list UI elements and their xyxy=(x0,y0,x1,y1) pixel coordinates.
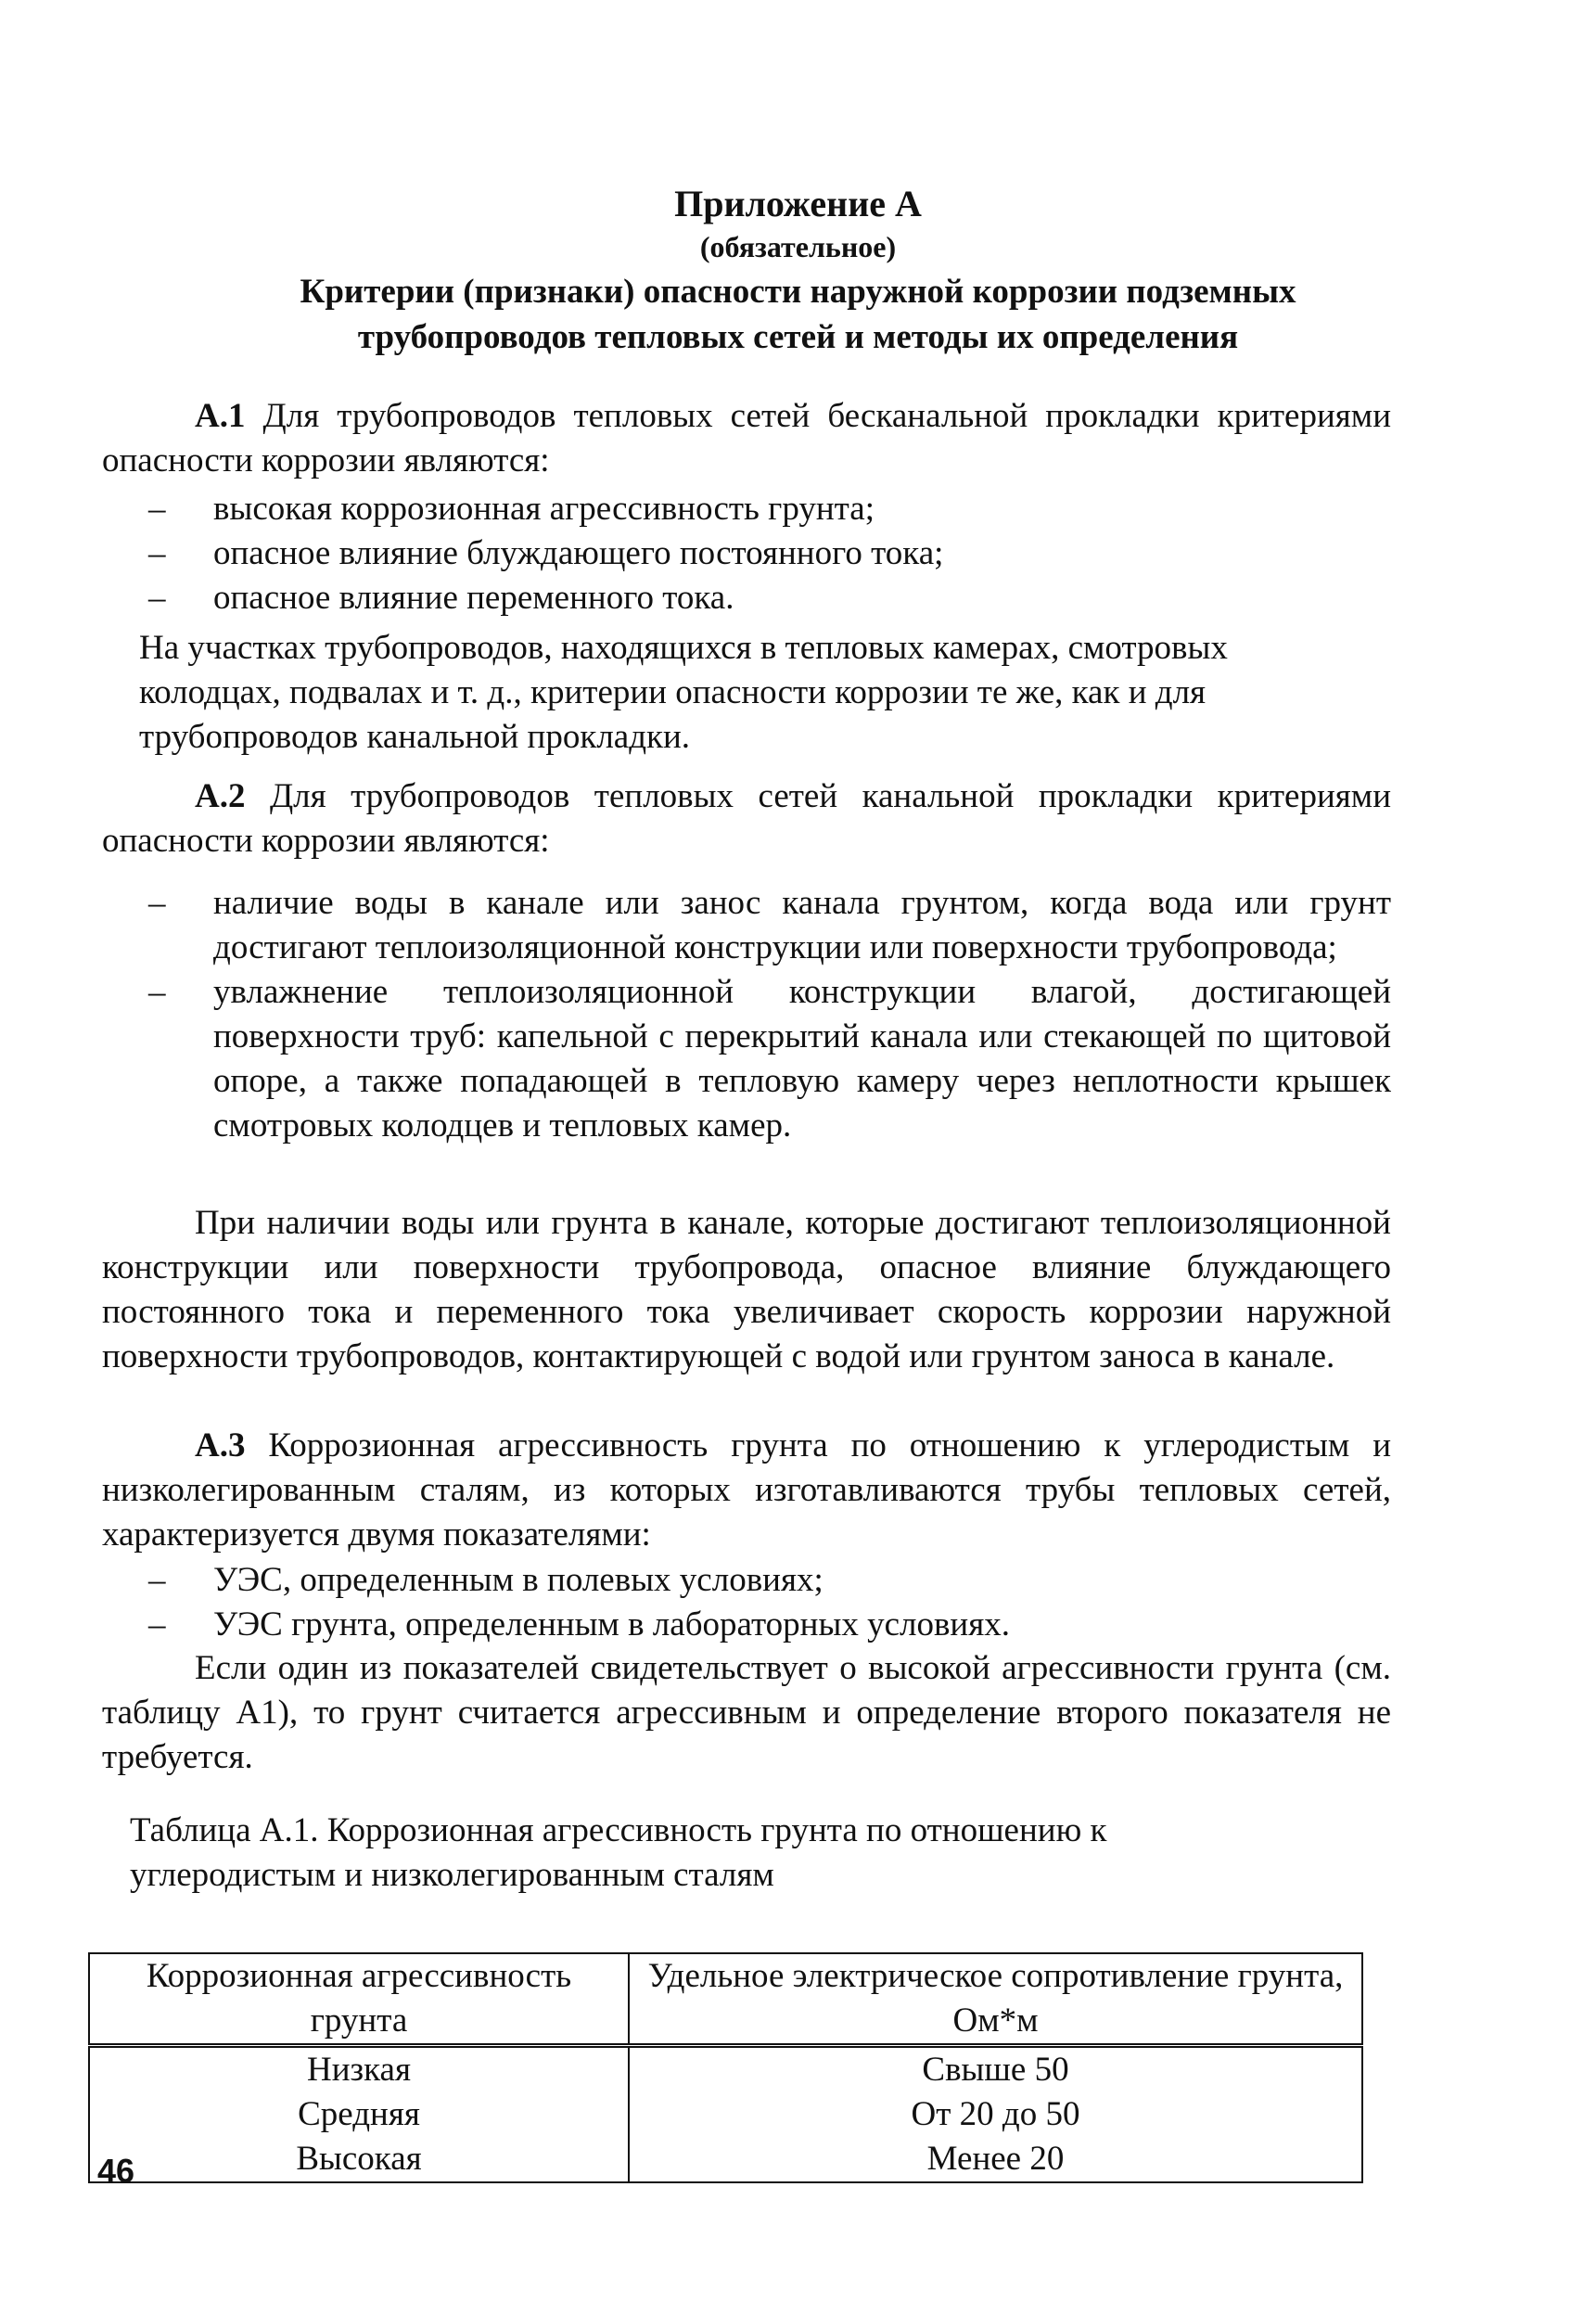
section-a1-intro-text: Для трубопроводов тепловых сетей бесканальной прокладки критериями опасности коррозии являются: xyxy=(102,397,1391,480)
section-a3-bullets xyxy=(148,1558,1391,1647)
list-item xyxy=(148,576,1391,620)
table-row xyxy=(89,2046,1362,2183)
appendix-title: Приложение А xyxy=(674,183,922,224)
cell-value: От 20 до 50 xyxy=(911,2095,1080,2133)
table-header-row xyxy=(89,1953,1362,2046)
list-item-text: УЭС грунта, определенным в лабораторных условиях. xyxy=(213,1605,1011,1643)
list-item xyxy=(148,1558,1391,1603)
dash-marker: – xyxy=(148,1605,166,1643)
table-cell xyxy=(629,2046,1362,2183)
section-a2-number: А.2 xyxy=(195,777,246,815)
section-a1-number: А.1 xyxy=(195,397,246,435)
cell-value: Менее 20 xyxy=(926,2140,1065,2178)
list-item-text: высокая коррозионная агрессивность грунта; xyxy=(213,490,875,528)
section-a3-intro xyxy=(102,1424,1391,1557)
section-a2-intro-text: Для трубопроводов тепловых сетей канальной прокладки критериями опасности коррозии являются: xyxy=(102,777,1391,860)
appendix-heading-line1: Критерии (признаки) опасности наружной коррозии подземных xyxy=(300,273,1296,311)
section-a1-note: На участках трубопроводов, находящихся в тепловых камерах, смотровых колодцах, подвалах и т. д., критерии опасности коррозии те же, как и для трубопроводов канальной прокладки. xyxy=(139,629,1228,756)
column-header-resistivity: Удельное электрическое сопротивление грунта, Ом*м xyxy=(629,1953,1362,2046)
list-item-text: УЭС, определенным в полевых условиях; xyxy=(213,1561,824,1599)
section-a1-intro xyxy=(102,394,1391,483)
appendix-status: (обязательное) xyxy=(699,230,897,263)
cell-value: Свыше 50 xyxy=(922,2051,1069,2089)
dash-marker: – xyxy=(148,490,166,528)
list-item xyxy=(148,970,1391,1148)
section-a3-note: Если один из показателей свидетельствует о высокой агрессивности грунта (см. таблицу А1), то грунт считается агрессивным и определение второго показателя не требуется. xyxy=(102,1649,1391,1776)
section-a2-bullets xyxy=(148,881,1391,1148)
page-number: 46 xyxy=(97,2152,135,2190)
dash-marker: – xyxy=(148,884,166,922)
column-header-corrosivity: Коррозионная агрессивность грунта xyxy=(89,1953,629,2046)
section-a2-note: При наличии воды или грунта в канале, которые достигают теплоизоляционной конструкции или поверхности трубопровода, опасное влияние блуждающего постоянного тока и переменного тока увеличивает скорость коррозии наружной поверхности трубопроводов, контактирующей с водой или грунтом заноса в канале. xyxy=(102,1204,1391,1375)
list-item-text: опасное влияние переменного тока. xyxy=(213,579,734,617)
appendix-heading-line2: трубопроводов тепловых сетей и методы их определения xyxy=(357,318,1239,356)
section-a1-bullets xyxy=(148,487,1391,620)
section-a3-number: А.3 xyxy=(195,1426,246,1464)
dash-marker: – xyxy=(148,579,166,617)
table-cell xyxy=(89,2046,629,2183)
list-item xyxy=(148,881,1391,970)
list-item xyxy=(148,1603,1391,1647)
dash-marker: – xyxy=(148,973,166,1011)
corrosivity-table xyxy=(88,1952,1363,2183)
dash-marker: – xyxy=(148,1561,166,1599)
dash-marker: – xyxy=(148,534,166,572)
list-item xyxy=(148,487,1391,531)
section-a2-intro xyxy=(102,774,1391,863)
list-item-text: опасное влияние блуждающего постоянного тока; xyxy=(213,534,944,572)
appendix-heading xyxy=(0,269,1596,360)
cell-value: Низкая xyxy=(307,2051,411,2089)
list-item-text: увлажнение теплоизоляционной конструкции влагой, достигающей поверхности труб: капельной с перекрытий канала или стекающей по щитовой опоре, а также попадающей в тепловую камеру через неплотности крышек смотровых колодцев и тепловых камер. xyxy=(213,973,1391,1145)
section-a3-intro-text: Коррозионная агрессивность грунта по отношению к углеродистым и низколегированным сталям, из которых изготавливаются трубы тепловых сетей, характеризуется двумя показателями: xyxy=(102,1426,1391,1554)
cell-value: Высокая xyxy=(296,2140,422,2178)
list-item xyxy=(148,531,1391,576)
table-caption: Таблица А.1. Коррозионная агрессивность грунта по отношению к углеродистым и низколегированным сталям xyxy=(130,1811,1107,1894)
cell-value: Средняя xyxy=(298,2095,420,2133)
list-item-text: наличие воды в канале или занос канала грунтом, когда вода или грунт достигают теплоизоляционной конструкции или поверхности трубопровода; xyxy=(213,884,1391,966)
